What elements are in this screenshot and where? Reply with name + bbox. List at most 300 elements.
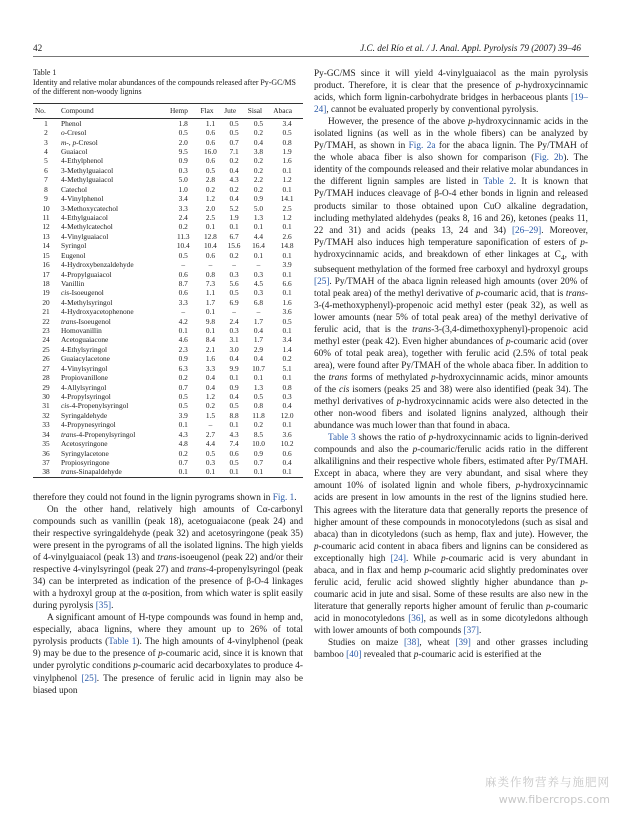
cell-value: 0.5 bbox=[253, 392, 264, 402]
cell-value: 0.6 bbox=[282, 448, 292, 458]
cell-value: 10.4 bbox=[176, 241, 190, 251]
cell-compound: m-, p-Cresol bbox=[61, 137, 98, 147]
cell-number: 38 bbox=[33, 467, 59, 477]
table-row bbox=[33, 138, 303, 147]
cell-value: 0.3 bbox=[229, 269, 239, 279]
cell-value: 7.1 bbox=[229, 147, 239, 157]
cell-value: 0.1 bbox=[168, 467, 199, 477]
cell-compound: 4-Propylguaiacol bbox=[61, 269, 112, 279]
cell-value: 1.2 bbox=[282, 175, 292, 185]
cell-value: – bbox=[232, 260, 236, 270]
running-title: J.C. del Río et al. / J. Anal. Appl. Pyrolysis 79 (2007) 39–46 bbox=[360, 43, 581, 53]
cell-value: 0.4 bbox=[229, 165, 239, 175]
cell-value: 1.1 bbox=[205, 118, 216, 128]
cell-compound: o-Cresol bbox=[61, 128, 87, 138]
cell-value: 14.1 bbox=[280, 194, 294, 204]
cell-value: 0.2 bbox=[178, 448, 188, 458]
cell-value: 0.6 bbox=[205, 156, 216, 166]
cell-value: – bbox=[256, 260, 261, 270]
cell-value: 0.1 bbox=[205, 307, 216, 317]
table-row bbox=[33, 147, 303, 156]
cell-value: 0.5 bbox=[178, 401, 188, 411]
cell-value: 2.0 bbox=[205, 203, 216, 213]
table-row bbox=[33, 354, 303, 363]
cell-value: 1.7 bbox=[253, 335, 264, 345]
cell-value: 0.4 bbox=[229, 354, 239, 364]
cell-compound: Propiovanillone bbox=[61, 373, 108, 383]
left-paragraph-2: On the other hand, relatively high amounts of Cα-carbonyl compounds such as vanillin (peak 18), acetoguaiacone (peak 24) and their respective syringaldehyde (peak 32) and acetosyringone (peak 35) were present in the pyrograms of all the isolated lignins. The high yields of 4-vinylguaiacol (peak 13) and trans-isoeugenol (peak 22) and/or their respective 4-vinylsyringol (peak 27) and trans-4-propenylsyringol (peak 34) can be interpreted as indication of the presence of β-O-4 linkages with a hydroxyl group at the α-position, from which water is split easily during pyrolysis [35]. bbox=[33, 504, 303, 612]
cell-value: 0.9 bbox=[178, 156, 188, 166]
cell-value: 0.3 bbox=[229, 326, 239, 336]
cell-value: 3.9 bbox=[282, 260, 292, 270]
cell-compound: Catechol bbox=[61, 184, 88, 194]
cell-compound: 4-Propylsyringol bbox=[61, 392, 111, 402]
table-row bbox=[33, 392, 303, 401]
cell-value: 0.2 bbox=[178, 222, 188, 232]
cell-number: 26 bbox=[42, 354, 50, 364]
cell-value: 0.6 bbox=[205, 250, 216, 260]
cell-value: 0.1 bbox=[282, 184, 292, 194]
cell-value: 4.3 bbox=[178, 429, 188, 439]
cell-value: 12.8 bbox=[203, 231, 217, 241]
cell-number: 3 bbox=[44, 137, 48, 147]
cell-value: 0.4 bbox=[229, 194, 239, 204]
cell-value: 0.6 bbox=[229, 448, 239, 458]
right-paragraph-1: Py-GC/MS since it will yield 4-vinylguaiacol as the main pyrolysis product. Therefore, it is clear that the presence of p-hydroxycinnamic acids, which form lignin-carbohydrate bridges in herbaceous plants [19–24], cannot be evaluated properly by conventional pyrolysis. bbox=[314, 69, 588, 116]
cell-value: 2.0 bbox=[178, 137, 188, 147]
table-row bbox=[33, 128, 303, 137]
cell-value: 1.3 bbox=[253, 382, 264, 392]
cell-value: 0.9 bbox=[253, 194, 264, 204]
cell-value: 10.7 bbox=[252, 363, 265, 373]
cell-value: 0.5 bbox=[282, 128, 292, 138]
cell-value: 0.5 bbox=[253, 118, 264, 128]
cell-value: 0.7 bbox=[253, 457, 264, 467]
cell-compound: 4-Vinylguaiacol bbox=[61, 231, 109, 241]
cell-value: 0.2 bbox=[229, 156, 239, 166]
cell-number: 16 bbox=[42, 260, 50, 270]
table-row bbox=[33, 401, 303, 410]
table-row bbox=[33, 467, 303, 477]
table-header-row bbox=[33, 103, 303, 118]
cell-value: 0.1 bbox=[199, 467, 223, 477]
cell-value: 0.9 bbox=[178, 354, 188, 364]
cell-compound: Acetoguaiacone bbox=[61, 335, 109, 345]
table-row bbox=[33, 251, 303, 260]
cell-compound: Syringol bbox=[61, 241, 87, 251]
table-row bbox=[33, 449, 303, 458]
cell-compound: 4-Methylcatechol bbox=[61, 222, 113, 232]
cell-value: 0.3 bbox=[282, 392, 292, 402]
cell-value: 3.3 bbox=[205, 363, 216, 373]
column-header-jute: Jute bbox=[222, 103, 245, 118]
cell-number: 25 bbox=[42, 344, 50, 354]
cell-compound: cis-Isoeugenol bbox=[61, 288, 104, 298]
cell-compound: 4-Hydroxybenzaldehyde bbox=[61, 260, 134, 270]
cell-value: 1.0 bbox=[178, 184, 188, 194]
cell-compound: 4-Ethylguaiacol bbox=[61, 213, 108, 222]
table-row bbox=[33, 317, 303, 326]
right-paragraph-3: Table 3 shows the ratio of p-hydroxycinnamic acids to lignin-derived compounds and also the p-coumaric/ferulic acids ratio in the different alkalilignins and their respective whole fibers, estimated after Py/TMAH. Except in abaca, where they are very abundant, and sisal where they amount 10% of isolated lignin and whole fibers, p-hydroxycinnamic acids are present in low amounts in the rest of the lignins studied here. This agrees with the literature data that generally reports the presence of higher amount of these compounds in monocotyledons (such as sisal and abaca) than in dicotyledons (such as hemp, flax and jute). However, the p-coumaric acid content in abaca fibers and lignins can be considered as exceptionally high [24]. While p-coumaric acid is very abundant in abaca, and in flax and hemp p-coumaric acid slightly predominates over ferulic acid, ferulic acid showed slightly higher abundance than p-coumaric acid in jute and sisal. Some of these results are also new in the literature that generally reports higher amount of ferulic than p-coumaric acid in monocotyledons [36], as well as in some dicotyledons although with lower amounts of both compounds [37]. bbox=[314, 433, 589, 636]
cell-value: 0.2 bbox=[253, 420, 264, 430]
cell-value: 0.6 bbox=[205, 128, 216, 138]
cell-value: 1.5 bbox=[205, 410, 216, 420]
cell-compound: 4-Vinylsyringol bbox=[61, 363, 108, 373]
cell-value: 0.5 bbox=[229, 128, 239, 138]
table-row bbox=[33, 430, 303, 439]
table-row bbox=[33, 345, 303, 354]
cell-value: 0.8 bbox=[282, 382, 292, 392]
cell-compound: Eugenol bbox=[61, 250, 86, 260]
cell-value: 0.1 bbox=[178, 326, 188, 336]
cell-number: 32 bbox=[42, 410, 50, 420]
column-header-compound: Compound bbox=[59, 103, 168, 118]
cell-compound: 4-Propynesyringol bbox=[61, 420, 116, 430]
cell-value: 0.6 bbox=[205, 137, 216, 147]
cell-number: 14 bbox=[42, 241, 50, 251]
cell-value: 1.3 bbox=[253, 213, 264, 222]
cell-value: 4.8 bbox=[178, 439, 188, 449]
cell-value: 0.5 bbox=[229, 401, 239, 411]
table-row bbox=[33, 326, 303, 335]
cell-number: 6 bbox=[44, 165, 48, 175]
cell-value: 0.5 bbox=[205, 165, 216, 175]
cell-value: 1.4 bbox=[282, 344, 292, 354]
cell-value: 9.5 bbox=[178, 147, 188, 157]
cell-compound: Syringaldehyde bbox=[61, 410, 108, 420]
cell-value: 0.2 bbox=[282, 354, 292, 364]
right-paragraph-2: However, the presence of the above p-hydroxycinnamic acids in the isolated lignins (as well as in the whole fibers) can be analyzed by Py/TMAH, as shown in Fig. 2a for the abaca lignin. The Py/TMAH of the whole abaca fiber is also shown for comparison (Fig. 2b). The identity of the compounds released and their relative molar abundances in the different lignin samples are listed in Table 2. It is known that Py/TMAH induces cleavage of β-O-4 ether bonds in lignin and released products similar to those obtained upon CuO alkaline degradation, including methylated aldehydes (peaks 8, 16 and 26), ketones (peaks 11, 22 and 31) and acids (peaks 13, 24 and 34) [26–29]. Moreover, Py/TMAH also induces high temperature saponification of esters of p-hydroxycinnamic acids, and breakdown of ether linkages at $C_4$, with subsequent methylation of the formed free carboxyl and hydroxyl groups [25]. Py/TMAH of the abaca lignin released high amounts (over 20% of total peak area) of the methyl derivative of p-coumaric acid, that is trans-3-(4-methoxyphenyl)-propenoic acid methyl ester (peak 32), as well as lower amounts (near 5% of total peak area) of the methyl derivative of ferulic acid, that is the trans-3-(3,4-dimethoxyphenyl)-propenoic acid methyl ester (peak 42). Even higher abundances of p-coumaric acid (over 60% of total peak area), together with ferulic acid (2.5% of total peak area), were found after Py/TMAH of the whole abaca fiber. In addition to the trans forms of methylated p-hydroxycinnamic acids, minor amounts of the cis isomers (peaks 25 and 38) were also identified (peak 34). The methyl derivatives of p-hydroxycinnamic acids were also detected in the other non-wood fibers and isolated lignins analyzed, although their abundance was much lower than that found in abaca. bbox=[314, 117, 589, 432]
cell-compound: 4-Ethylphenol bbox=[61, 156, 104, 166]
cell-number: 7 bbox=[44, 175, 48, 185]
cell-value: 0.5 bbox=[178, 392, 188, 402]
cell-value: 6.8 bbox=[253, 297, 264, 307]
cell-value: 3.3 bbox=[178, 203, 188, 213]
cell-value: 0.4 bbox=[229, 392, 239, 402]
cell-value: 0.1 bbox=[222, 467, 245, 477]
cell-value: 0.2 bbox=[253, 156, 264, 166]
cell-value: 14.8 bbox=[280, 241, 294, 251]
table-row bbox=[33, 204, 303, 213]
cell-value: 0.2 bbox=[229, 184, 239, 194]
cell-compound: 4-Allylsyringol bbox=[61, 382, 107, 392]
cell-value: 0.1 bbox=[229, 222, 239, 232]
cell-number: 4 bbox=[44, 147, 48, 157]
table-row bbox=[33, 194, 303, 203]
cell-value: 1.9 bbox=[229, 213, 239, 222]
cell-value: 1.2 bbox=[282, 213, 292, 222]
cell-value: 0.3 bbox=[253, 269, 264, 279]
cell-value: – bbox=[181, 260, 186, 270]
cell-value: 3.9 bbox=[178, 410, 188, 420]
cell-value: 2.8 bbox=[205, 175, 216, 185]
cell-value: 0.9 bbox=[253, 448, 264, 458]
cell-number: 23 bbox=[42, 326, 50, 336]
cell-value: 0.4 bbox=[205, 382, 216, 392]
watermark-title: 麻类作物营养与施肥网 bbox=[485, 775, 610, 789]
cell-number: 13 bbox=[42, 231, 50, 241]
cell-number: 17 bbox=[42, 269, 50, 279]
table-row bbox=[33, 298, 303, 307]
cell-value: 16.4 bbox=[252, 241, 265, 251]
cell-value: 0.1 bbox=[253, 250, 264, 260]
cell-value: 0.4 bbox=[205, 373, 216, 383]
cell-value: 0.5 bbox=[178, 128, 188, 138]
cell-number: 29 bbox=[42, 382, 50, 392]
cell-compound: 4-Hydroxyacetophenone bbox=[61, 307, 134, 317]
cell-value: 0.1 bbox=[205, 326, 216, 336]
cell-number: 21 bbox=[42, 307, 50, 317]
cell-value: 0.1 bbox=[205, 222, 216, 232]
column-header-abaca: Abaca bbox=[271, 103, 303, 118]
cell-value: 3.0 bbox=[229, 344, 239, 354]
cell-value: 0.8 bbox=[282, 137, 292, 147]
cell-compound: Vanillin bbox=[61, 278, 85, 288]
left-column bbox=[33, 68, 303, 697]
left-paragraph-3: A significant amount of H-type compounds was found in hemp and, especially, abaca lignins, where they amount up to 26% of total pyrolysis products (Table 1). The high amounts of 4-vinylphenol (peak 9) may be due to the presence of p-coumaric acid, since it is known that under pyrolytic conditions p-coumaric acid decarboxylates to produce 4-vinylphenol [25]. The presence of ferulic acid in lignin may also be biased upon bbox=[33, 613, 303, 696]
cell-value: 4.3 bbox=[229, 429, 239, 439]
cell-value: 0.1 bbox=[282, 250, 292, 260]
cell-value: 12.0 bbox=[280, 410, 294, 420]
cell-value: 10.4 bbox=[203, 241, 217, 251]
table-row bbox=[33, 307, 303, 316]
cell-value: 4.5 bbox=[253, 278, 264, 288]
table-row bbox=[33, 185, 303, 194]
cell-value: 1.7 bbox=[205, 297, 216, 307]
cell-value: 2.1 bbox=[205, 344, 216, 354]
cell-value: – bbox=[208, 420, 213, 430]
cell-compound: trans-Isoeugenol bbox=[61, 316, 111, 326]
cell-value: 1.8 bbox=[178, 118, 188, 128]
cell-value: 2.5 bbox=[282, 203, 292, 213]
cell-value: 1.9 bbox=[282, 147, 292, 157]
table-row bbox=[33, 411, 303, 420]
cell-value: 0.2 bbox=[253, 128, 264, 138]
cell-value: 0.1 bbox=[229, 373, 239, 383]
cell-number: 5 bbox=[44, 156, 48, 166]
column-header-flax: Flax bbox=[199, 103, 223, 118]
cell-value: 1.2 bbox=[205, 194, 216, 204]
cell-value: 9.8 bbox=[205, 316, 216, 326]
left-paragraph-1: therefore they could not found in the lignin pyrograms shown in Fig. 1. bbox=[33, 492, 297, 503]
cell-number: 28 bbox=[42, 373, 50, 383]
cell-value: 5.2 bbox=[229, 203, 239, 213]
table-body bbox=[33, 118, 303, 477]
cell-value: 0.1 bbox=[253, 373, 264, 383]
cell-value: – bbox=[232, 307, 236, 317]
cell-value: 2.4 bbox=[178, 213, 188, 222]
right-column bbox=[314, 68, 588, 661]
table-row bbox=[33, 364, 303, 373]
cell-number: 31 bbox=[42, 401, 50, 411]
cell-number: 35 bbox=[42, 439, 50, 449]
cell-value: 0.4 bbox=[282, 401, 292, 411]
cell-value: 8.5 bbox=[253, 429, 264, 439]
table-row bbox=[33, 156, 303, 165]
cell-value: 5.6 bbox=[229, 278, 239, 288]
cell-number: 33 bbox=[42, 420, 50, 430]
cell-value: 0.6 bbox=[178, 269, 188, 279]
cell-value: 3.8 bbox=[253, 147, 264, 157]
cell-value: 0.2 bbox=[253, 165, 264, 175]
cell-value: 0.9 bbox=[229, 382, 239, 392]
cell-value: 0.5 bbox=[178, 250, 188, 260]
watermark bbox=[485, 774, 610, 808]
cell-value: 0.5 bbox=[205, 448, 216, 458]
cell-value: 0.5 bbox=[229, 457, 239, 467]
table-row bbox=[33, 279, 303, 288]
cell-value: 0.3 bbox=[205, 457, 216, 467]
cell-value: 5.1 bbox=[282, 363, 292, 373]
cell-value: – bbox=[208, 260, 213, 270]
cell-value: 0.1 bbox=[229, 420, 239, 430]
cell-compound: Guaiacol bbox=[61, 147, 88, 157]
cell-value: 0.1 bbox=[282, 288, 292, 298]
cell-compound: Acetosyringone bbox=[61, 439, 108, 449]
cell-value: – bbox=[181, 307, 186, 317]
column-header-hemp: Hemp bbox=[168, 103, 199, 118]
table-label: Table 1 bbox=[33, 68, 57, 77]
column-header-sisal: Sisal bbox=[246, 103, 271, 118]
cell-compound: 4-Vinylphenol bbox=[61, 194, 104, 204]
cell-number: 20 bbox=[42, 297, 50, 307]
cell-value: 10.2 bbox=[280, 439, 294, 449]
cell-value: 11.3 bbox=[176, 231, 190, 241]
cell-value: 0.2 bbox=[178, 373, 188, 383]
cell-number: 18 bbox=[42, 278, 50, 288]
table-caption bbox=[33, 68, 303, 97]
cell-value: 0.7 bbox=[229, 137, 239, 147]
cell-value: 3.4 bbox=[282, 118, 292, 128]
cell-value: 10.0 bbox=[252, 439, 265, 449]
cell-value: 2.3 bbox=[178, 344, 188, 354]
cell-compound: Guaiacylacetone bbox=[61, 354, 110, 364]
cell-value: 0.1 bbox=[271, 467, 303, 477]
cell-value: 6.7 bbox=[229, 231, 239, 241]
cell-value: 0.8 bbox=[253, 401, 264, 411]
right-paragraph-4: Studies on maize [38], wheat [39] and other grasses including bamboo [40] revealed that p-coumaric acid is esterified at the bbox=[314, 638, 588, 661]
cell-number: 34 bbox=[42, 429, 50, 439]
cell-value: 0.1 bbox=[282, 420, 292, 430]
table-row bbox=[33, 439, 303, 448]
cell-value: 1.6 bbox=[282, 156, 292, 166]
cell-compound: 3-Methoxycatechol bbox=[61, 203, 119, 213]
cell-value: 7.3 bbox=[205, 278, 216, 288]
table-row bbox=[33, 118, 303, 128]
cell-number: 8 bbox=[44, 184, 48, 194]
cell-value: 0.7 bbox=[178, 382, 188, 392]
cell-number: 24 bbox=[42, 335, 50, 345]
table-caption-text: Identity and relative molar abundances of the compounds released after Py-GC/MS of the different non-woody lignins bbox=[33, 77, 296, 97]
header-rule bbox=[33, 56, 589, 57]
cell-value: 0.1 bbox=[282, 326, 292, 336]
cell-number: 15 bbox=[42, 250, 50, 260]
cell-value: 0.4 bbox=[282, 457, 292, 467]
cell-value: 7.4 bbox=[229, 439, 239, 449]
cell-value: 5.0 bbox=[178, 175, 188, 185]
cell-value: 1.7 bbox=[253, 316, 264, 326]
cell-value: 6.9 bbox=[229, 297, 239, 307]
cell-value: 0.1 bbox=[282, 269, 292, 279]
table-row bbox=[33, 420, 303, 429]
cell-value: 0.6 bbox=[178, 288, 188, 298]
cell-value: 4.2 bbox=[178, 316, 188, 326]
column-header-no: No. bbox=[33, 103, 59, 118]
cell-value: 2.6 bbox=[282, 231, 292, 241]
table-row bbox=[33, 373, 303, 382]
cell-value: 0.2 bbox=[229, 250, 239, 260]
cell-number: 2 bbox=[44, 128, 48, 138]
table-row bbox=[33, 288, 303, 297]
page-number: 42 bbox=[33, 43, 43, 53]
cell-compound: 4-Methylguaiacol bbox=[61, 175, 114, 185]
cell-value: – bbox=[256, 307, 261, 317]
cell-number: 1 bbox=[44, 118, 48, 128]
table-row bbox=[33, 222, 303, 231]
cell-value: 0.1 bbox=[282, 222, 292, 232]
cell-value: 3.4 bbox=[178, 194, 188, 204]
cell-compound: trans-Sinapaldehyde bbox=[59, 467, 168, 477]
cell-compound: 4-Methylsyringol bbox=[61, 297, 113, 307]
cell-value: 0.3 bbox=[253, 288, 264, 298]
cell-value: 1.6 bbox=[205, 354, 216, 364]
cell-value: 0.1 bbox=[282, 373, 292, 383]
cell-number: 12 bbox=[42, 222, 50, 232]
cell-compound: Homovanillin bbox=[61, 326, 102, 336]
cell-value: 2.7 bbox=[205, 429, 216, 439]
cell-value: 3.3 bbox=[178, 297, 188, 307]
cell-value: 0.1 bbox=[282, 165, 292, 175]
cell-value: 11.8 bbox=[252, 410, 265, 420]
cell-value: 0.3 bbox=[178, 165, 188, 175]
cell-value: 0.5 bbox=[229, 288, 239, 298]
cell-value: 4.6 bbox=[178, 335, 188, 345]
cell-number: 22 bbox=[42, 316, 50, 326]
cell-number: 27 bbox=[42, 363, 50, 373]
cell-value: 3.4 bbox=[282, 335, 292, 345]
cell-value: 0.4 bbox=[253, 137, 264, 147]
cell-value: 2.4 bbox=[229, 316, 239, 326]
compounds-table bbox=[33, 103, 303, 478]
cell-compound: Phenol bbox=[61, 118, 82, 128]
cell-value: 5.0 bbox=[253, 203, 264, 213]
cell-compound: 4-Ethylsyringol bbox=[61, 344, 108, 354]
table-row bbox=[33, 383, 303, 392]
cell-compound: Syringylacetone bbox=[61, 448, 109, 458]
table-row bbox=[33, 241, 303, 250]
cell-value: 6.6 bbox=[282, 278, 292, 288]
cell-value: 9.9 bbox=[229, 363, 239, 373]
table-row bbox=[33, 260, 303, 269]
table-row bbox=[33, 175, 303, 184]
table-row bbox=[33, 270, 303, 279]
cell-value: 0.2 bbox=[253, 184, 264, 194]
cell-number: 36 bbox=[42, 448, 50, 458]
cell-value: 0.8 bbox=[205, 269, 216, 279]
cell-value: 0.2 bbox=[205, 184, 216, 194]
cell-compound: 3-Methylguaiacol bbox=[61, 165, 114, 175]
cell-value: 15.6 bbox=[227, 241, 241, 251]
cell-number: 37 bbox=[42, 457, 50, 467]
cell-value: 0.1 bbox=[178, 420, 188, 430]
cell-value: 3.6 bbox=[282, 307, 292, 317]
table-row bbox=[33, 335, 303, 344]
cell-value: 4.3 bbox=[229, 175, 239, 185]
cell-value: 8.8 bbox=[229, 410, 239, 420]
cell-number: 10 bbox=[42, 203, 50, 213]
cell-value: 16.0 bbox=[203, 147, 217, 157]
cell-value: 0.1 bbox=[246, 467, 271, 477]
